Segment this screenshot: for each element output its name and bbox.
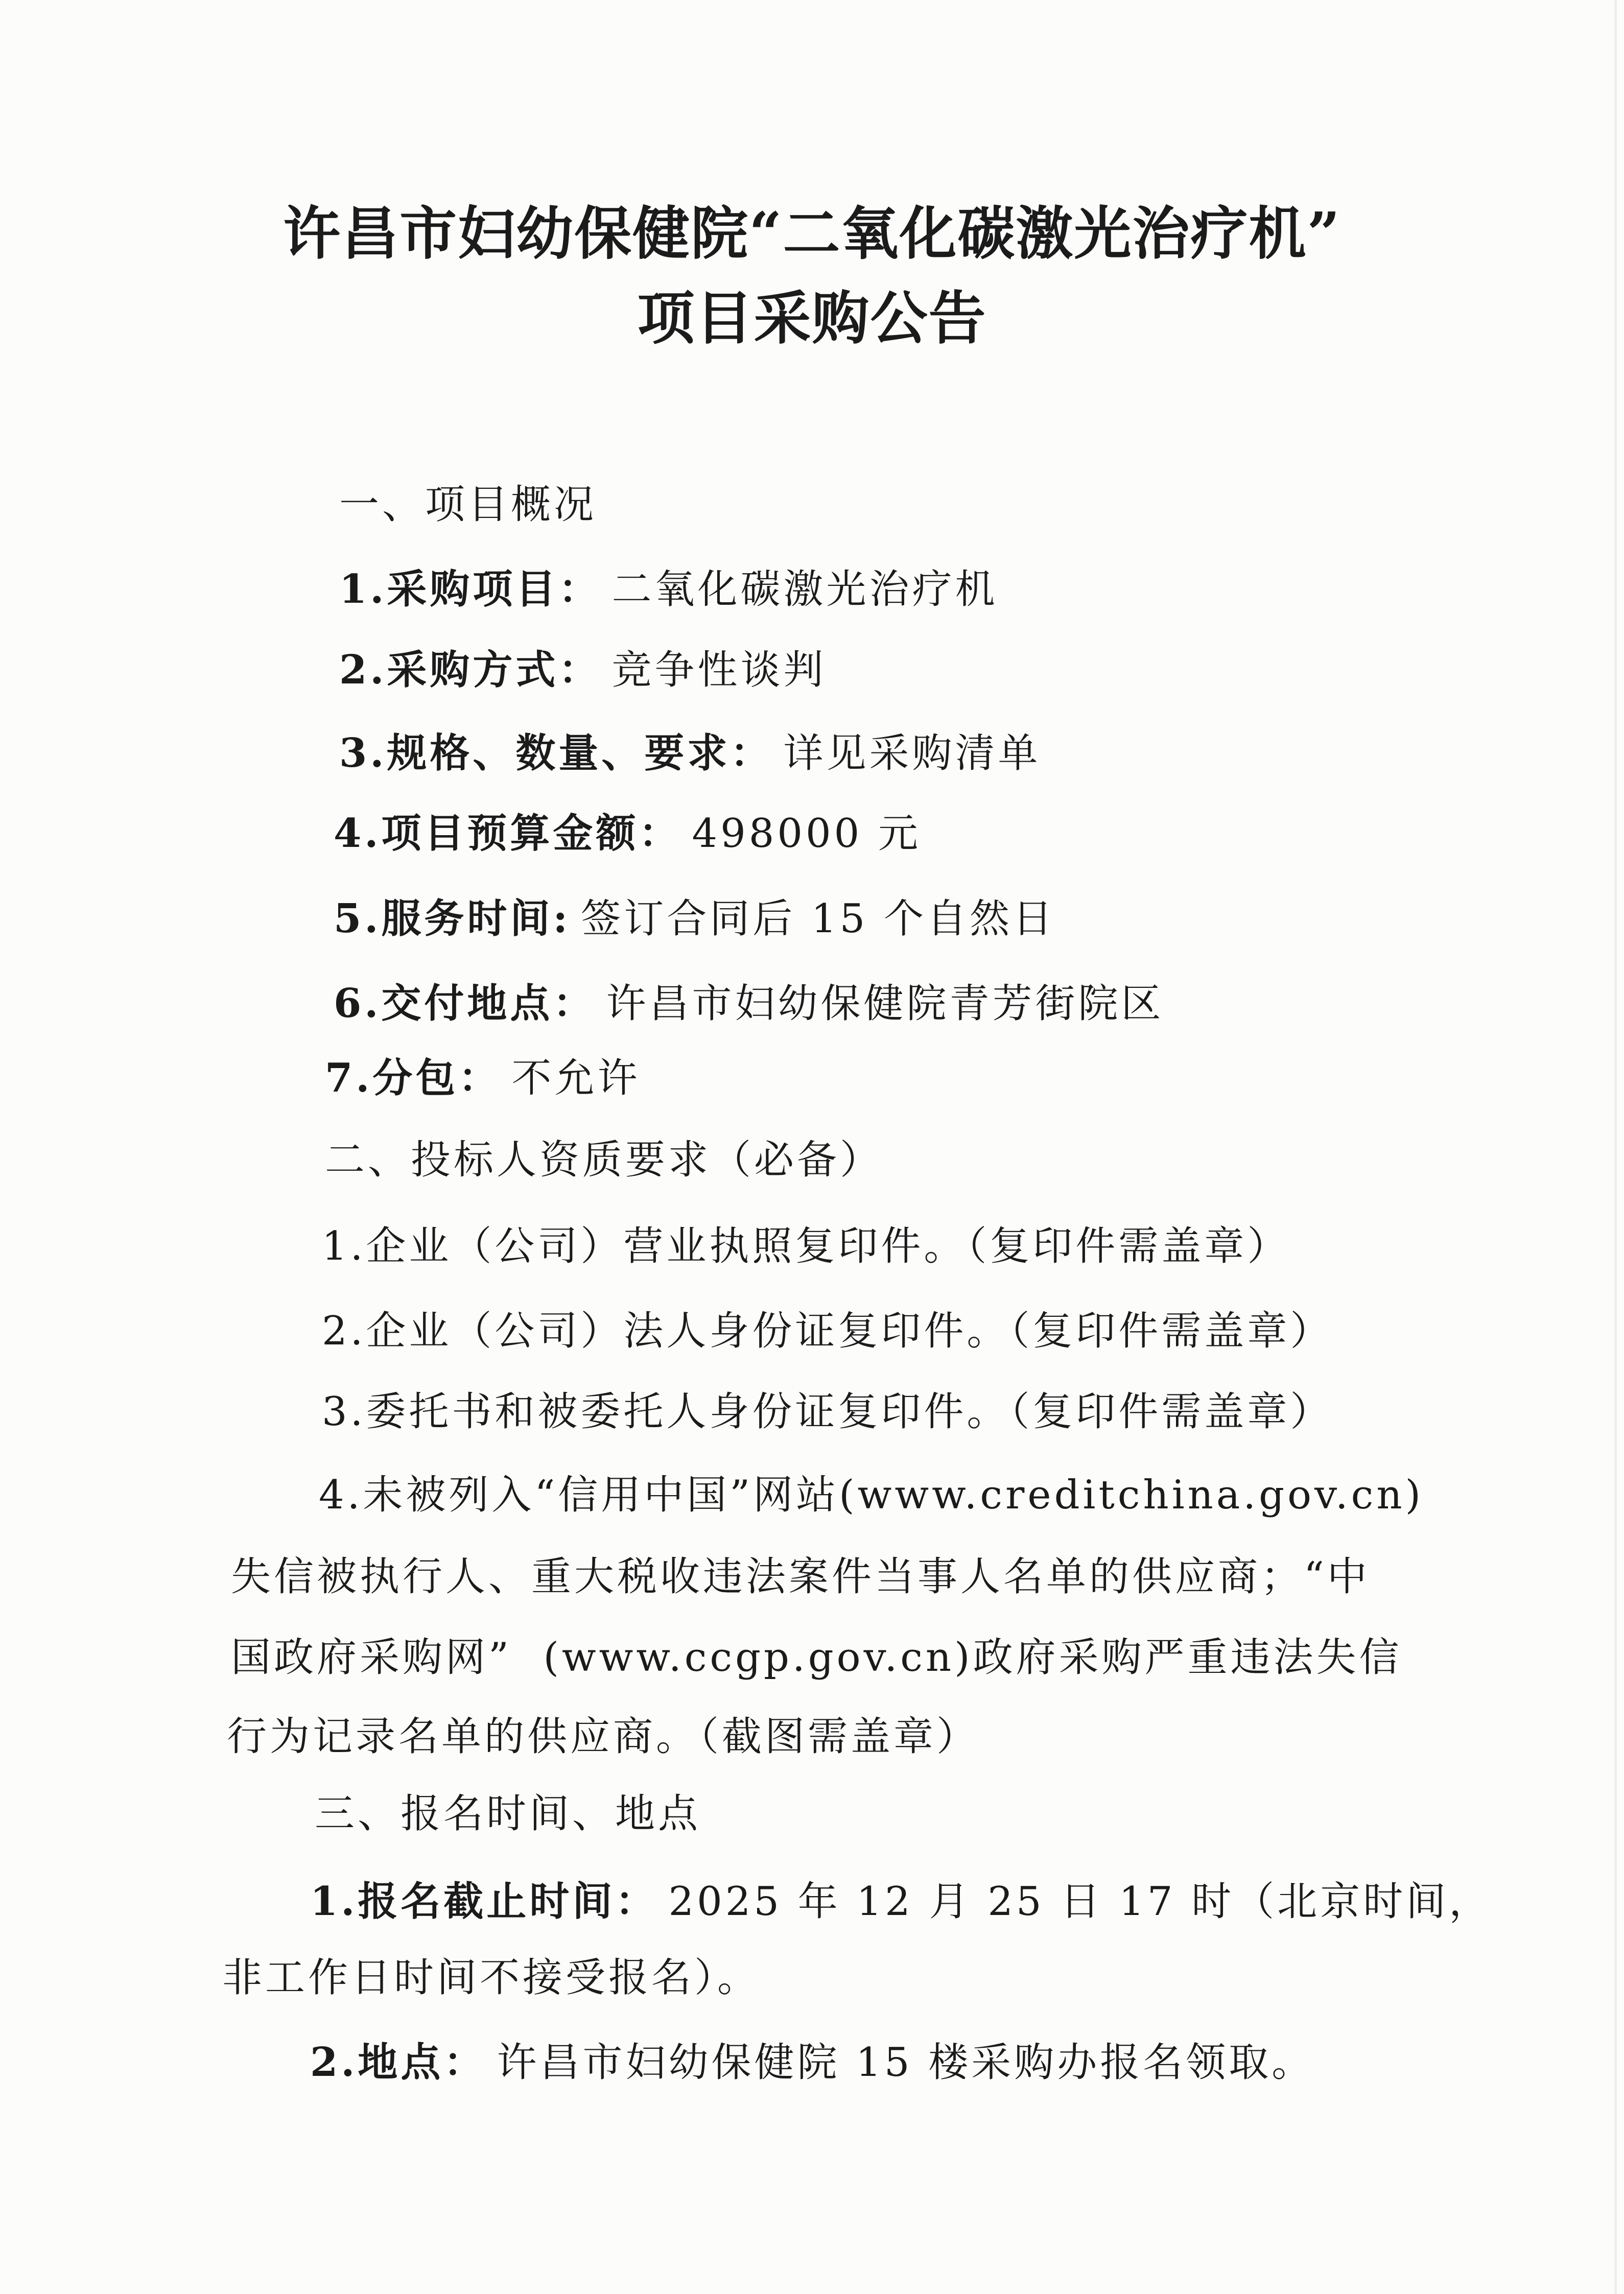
section-heading-qualifications: 二、投标人资质要求（必备） bbox=[325, 1137, 883, 1183]
section-heading-registration: 三、报名时间、地点 bbox=[315, 1791, 701, 1837]
item-delivery-location bbox=[334, 981, 1164, 1027]
item-label: 6.交付地点： bbox=[334, 980, 596, 1027]
item-label: 1.报名截止时间： bbox=[310, 1878, 658, 1925]
item-label: 2.地点： bbox=[310, 2039, 487, 2086]
item-value: 签订合同后 15 个自然日 bbox=[581, 896, 1056, 942]
item-value: 详见采购清单 bbox=[783, 730, 1041, 776]
item-subcontracting bbox=[325, 1055, 640, 1101]
item-label: 3.规格、数量、要求： bbox=[339, 730, 773, 776]
qualification-item: 1.企业（公司）营业执照复印件。（复印件需盖章） bbox=[322, 1223, 1290, 1269]
item-procurement-method bbox=[339, 647, 826, 693]
qualification-item: 2.企业（公司）法人身份证复印件。（复印件需盖章） bbox=[322, 1308, 1333, 1354]
item-value: 许昌市妇幼保健院青芳街院区 bbox=[606, 981, 1164, 1027]
item-value: 二氧化碳激光治疗机 bbox=[611, 566, 998, 612]
title-line-2: 项目采购公告 bbox=[637, 285, 987, 352]
registration-location bbox=[310, 2040, 1314, 2086]
qualification-item-4-line: 4.未被列入“信用中国”网站(www.creditchina.gov.cn) bbox=[319, 1472, 1424, 1518]
item-specification bbox=[339, 730, 1041, 776]
item-value: 许昌市妇幼保健院 15 楼采购办报名领取。 bbox=[497, 2040, 1315, 2086]
qualification-item: 3.委托书和被委托人身份证复印件。（复印件需盖章） bbox=[322, 1389, 1333, 1435]
section-heading-overview: 一、项目概况 bbox=[339, 482, 597, 528]
item-service-time bbox=[334, 896, 1055, 942]
item-label: 7.分包： bbox=[325, 1055, 502, 1101]
item-value: 498000 元 bbox=[692, 811, 921, 857]
qualification-item-4-line: 行为记录名单的供应商。（截图需盖章） bbox=[227, 1714, 980, 1760]
item-value: 竞争性谈判 bbox=[611, 647, 827, 693]
title-line-1: 许昌市妇幼保健院“二氧化碳激光治疗机” bbox=[283, 200, 1341, 267]
item-label: 4.项目预算金额： bbox=[334, 810, 682, 857]
item-label: 5.服务时间: bbox=[334, 895, 571, 942]
item-procurement-project bbox=[339, 566, 998, 612]
item-value: 2025 年 12 月 25 日 17 时（北京时间， bbox=[668, 1879, 1492, 1925]
item-label: 1.采购项目： bbox=[339, 566, 602, 612]
qualification-item-4-line: 失信被执行人、重大税收违法案件当事人名单的供应商；“中 bbox=[231, 1554, 1370, 1600]
item-budget bbox=[334, 811, 921, 857]
qualification-item-4-line: 国政府采购网” (www.ccgp.gov.cn)政府采购严重违法失信 bbox=[231, 1635, 1402, 1681]
item-label: 2.采购方式： bbox=[339, 647, 602, 693]
registration-deadline-continuation: 非工作日时间不接受报名）。 bbox=[222, 1955, 761, 2001]
item-value: 不允许 bbox=[511, 1055, 641, 1101]
registration-deadline bbox=[310, 1879, 1492, 1925]
